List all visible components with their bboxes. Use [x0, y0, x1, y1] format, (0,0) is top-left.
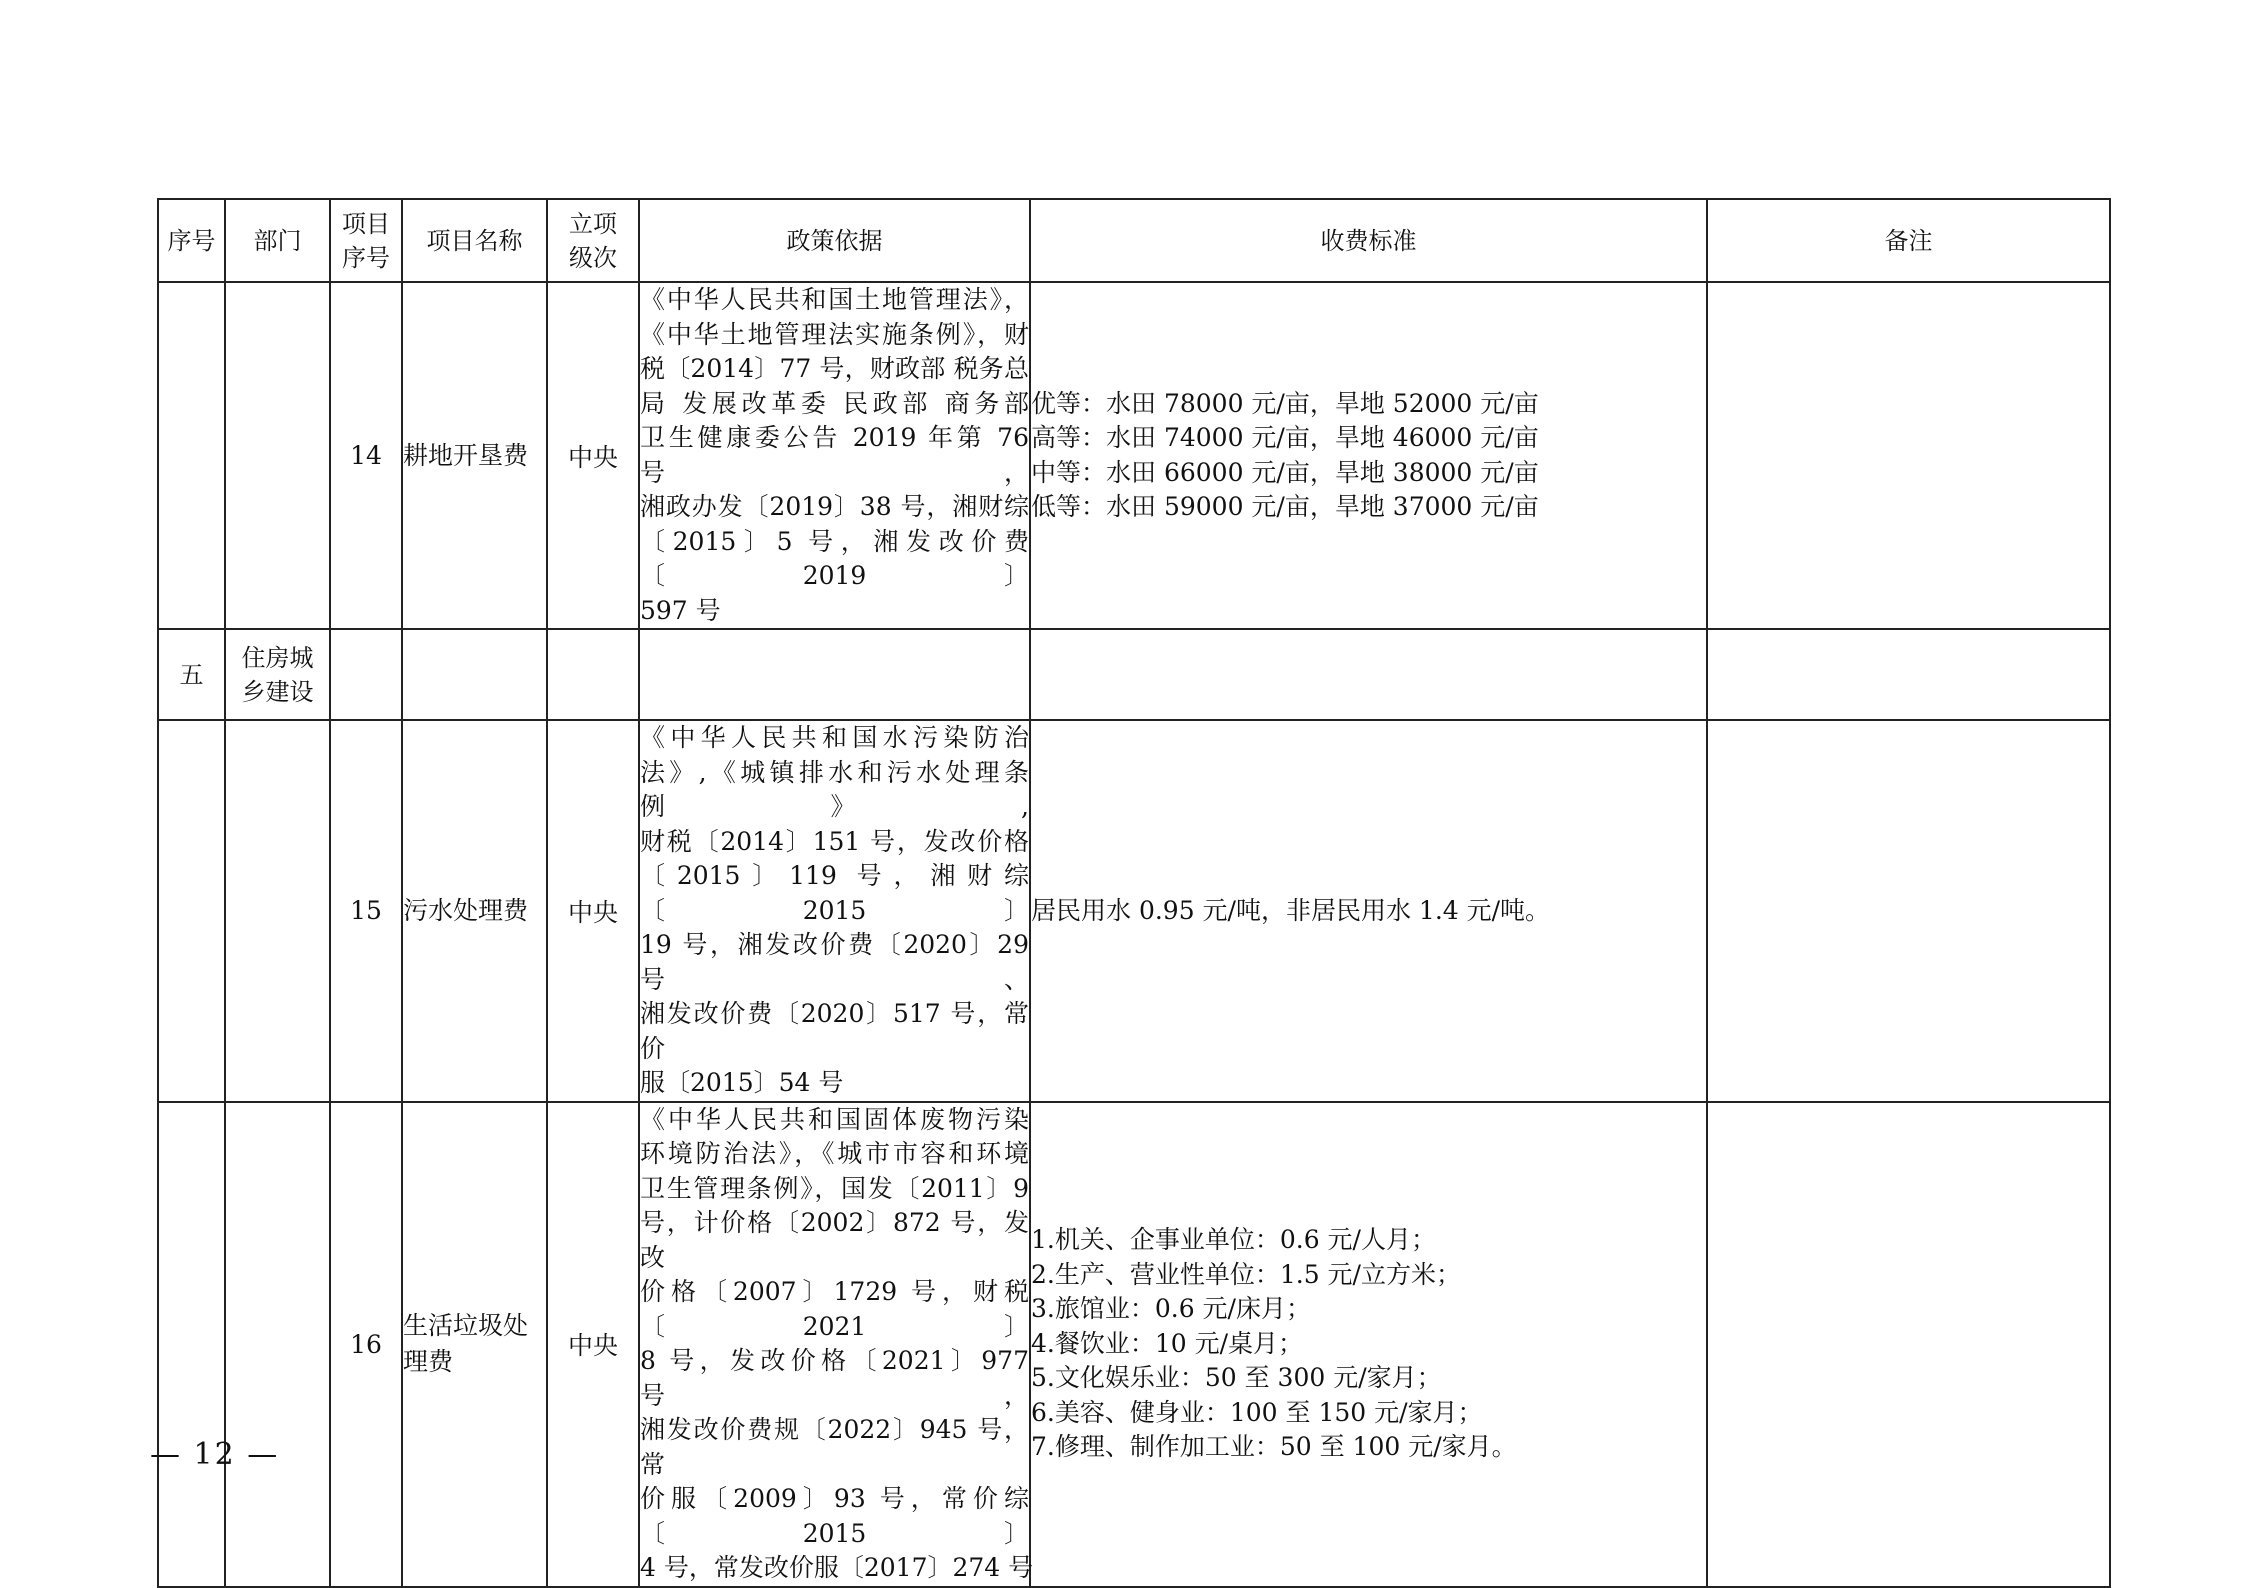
- policy-line: 《中华土地管理法实施条例》，财: [640, 319, 1029, 349]
- policy-line: 服〔2015〕54 号: [640, 1068, 844, 1097]
- item-seq-cell: 15: [330, 720, 402, 1102]
- table-header-row: [158, 199, 2110, 282]
- standard-line: 5.文化娱乐业：50 至 300 元/家月；: [1031, 1363, 1442, 1393]
- policy-line: 局 发展改革委 民政部 商务部: [640, 388, 1029, 418]
- policy-line: 4 号，常发改价服〔2017〕274 号: [640, 1553, 1034, 1582]
- category-dept-cell: [225, 629, 330, 720]
- item-name-line: 理费: [403, 1347, 454, 1376]
- empty-cell: [402, 629, 547, 720]
- standard-line: 高等：水田 74000 元/亩，旱地 46000 元/亩: [1031, 423, 1539, 452]
- item-name-cell: [402, 720, 547, 1102]
- policy-cell: [639, 1102, 1034, 1587]
- policy-line: 卫生健康委公告 2019 年第 76 号，: [640, 423, 1029, 487]
- policy-line: 8 号，发改价格〔2021〕977 号，: [640, 1346, 1029, 1410]
- standard-line: 低等：水田 59000 元/亩，旱地 37000 元/亩: [1031, 492, 1539, 521]
- table-row: [158, 1102, 2110, 1587]
- header-policy: 政策依据: [639, 199, 1030, 282]
- table-row: [158, 720, 2110, 1102]
- standard-line: 3.旅馆业：0.6 元/床月；: [1031, 1294, 1311, 1324]
- item-name-line: 耕地开垦费: [403, 440, 529, 470]
- seq-cell: [158, 282, 225, 629]
- remark-cell: [1707, 282, 2110, 629]
- level-cell: 中央: [547, 282, 639, 629]
- category-dept-line: 住房城: [241, 643, 314, 672]
- policy-line: 价格〔2007〕1729 号，财税〔2021〕: [640, 1277, 1029, 1341]
- level-cell: 中央: [547, 1102, 639, 1587]
- empty-cell: [330, 629, 402, 720]
- empty-cell: [1707, 629, 2110, 720]
- policy-line: 卫生管理条例》，国发〔2011〕9: [640, 1173, 1029, 1203]
- policy-line: 湘发改价费规〔2022〕945 号，常: [640, 1415, 1029, 1479]
- item-seq-cell: 16: [330, 1102, 402, 1587]
- policy-line: 《中华人民共和国固体废物污染: [640, 1104, 1029, 1134]
- standard-line: 2.生产、营业性单位：1.5 元/立方米；: [1031, 1259, 1461, 1289]
- policy-line: 价服〔2009〕93 号，常价综〔2015〕: [640, 1484, 1029, 1548]
- fee-table: [157, 198, 2111, 1588]
- header-seq: 序号: [158, 199, 225, 282]
- level-cell: 中央: [547, 720, 639, 1102]
- category-dept-line: 乡建设: [241, 677, 314, 706]
- seq-cell: [158, 720, 225, 1102]
- standard-cell: [1030, 720, 1707, 1102]
- dept-cell: [225, 1102, 330, 1587]
- policy-line: 税〔2014〕77 号，财政部 税务总: [640, 354, 1029, 383]
- item-seq-cell: 14: [330, 282, 402, 629]
- policy-line: 《中华人民共和国水污染防治: [640, 723, 1029, 752]
- item-name-cell: [402, 1102, 547, 1587]
- dept-cell: [225, 282, 330, 629]
- policy-line: 湘政办发〔2019〕38 号，湘财综: [640, 492, 1029, 521]
- item-name-cell: [402, 282, 547, 629]
- category-row: [158, 629, 2110, 720]
- policy-line: 19 号，湘发改价费〔2020〕29 号、: [640, 930, 1029, 994]
- standard-line: 1.机关、企事业单位：0.6 元/人月；: [1031, 1225, 1436, 1255]
- standard-line: 7.修理、制作加工业：50 至 100 元/家月。: [1031, 1432, 1517, 1462]
- empty-cell: [639, 629, 1030, 720]
- policy-line: 湘发改价费〔2020〕517 号，常价: [640, 999, 1029, 1063]
- header-item-seq-line: 序号: [342, 243, 390, 272]
- item-name-line: 生活垃圾处: [403, 1311, 529, 1340]
- policy-line: 〔2015〕119 号，湘财综〔2015〕: [640, 861, 1029, 925]
- seq-cell: [158, 1102, 225, 1587]
- header-item-seq: [330, 199, 402, 282]
- remark-cell: [1707, 1102, 2110, 1587]
- header-item-seq-line: 项目: [342, 209, 390, 238]
- policy-line: 财税〔2014〕151 号，发改价格: [640, 826, 1029, 856]
- header-level-line: 级次: [569, 243, 617, 272]
- policy-cell: [639, 720, 1030, 1102]
- header-dept: 部门: [225, 199, 330, 282]
- header-standard: 收费标准: [1030, 199, 1707, 282]
- header-level: [547, 199, 639, 282]
- policy-line: 〔2015〕5 号，湘发改价费〔2019〕: [640, 526, 1029, 590]
- item-name-line: 污水处理费: [403, 895, 529, 925]
- policy-line: 《中华人民共和国土地管理法》，: [640, 285, 1029, 314]
- dept-cell: [225, 720, 330, 1102]
- policy-line: 法》,《城镇排水和污水处理条例》,: [640, 757, 1029, 821]
- table-row: [158, 282, 2110, 629]
- header-remark: 备注: [1707, 199, 2110, 282]
- page-number: — 12 —: [150, 1437, 280, 1472]
- category-seq-cell: 五: [158, 629, 225, 720]
- header-item-name: 项目名称: [402, 199, 547, 282]
- policy-line: 597 号: [640, 595, 721, 625]
- standard-line: 中等：水田 66000 元/亩，旱地 38000 元/亩: [1031, 457, 1539, 487]
- header-level-line: 立项: [569, 209, 617, 238]
- remark-cell: [1707, 720, 2110, 1102]
- policy-cell: [639, 282, 1030, 629]
- standard-line: 优等：水田 78000 元/亩，旱地 52000 元/亩: [1031, 388, 1539, 418]
- policy-line: 号，计价格〔2002〕872 号，发改: [640, 1208, 1029, 1272]
- standard-cell: [1030, 1102, 1707, 1587]
- standard-cell: [1030, 282, 1707, 629]
- policy-line: 环境防治法》，《城市市容和环境: [640, 1139, 1029, 1168]
- empty-cell: [547, 629, 639, 720]
- empty-cell: [1030, 629, 1707, 720]
- standard-line: 6.美容、健身业：100 至 150 元/家月；: [1031, 1397, 1483, 1427]
- standard-line: 居民用水 0.95 元/吨，非居民用水 1.4 元/吨。: [1031, 895, 1551, 925]
- standard-line: 4.餐饮业：10 元/桌月；: [1031, 1328, 1304, 1358]
